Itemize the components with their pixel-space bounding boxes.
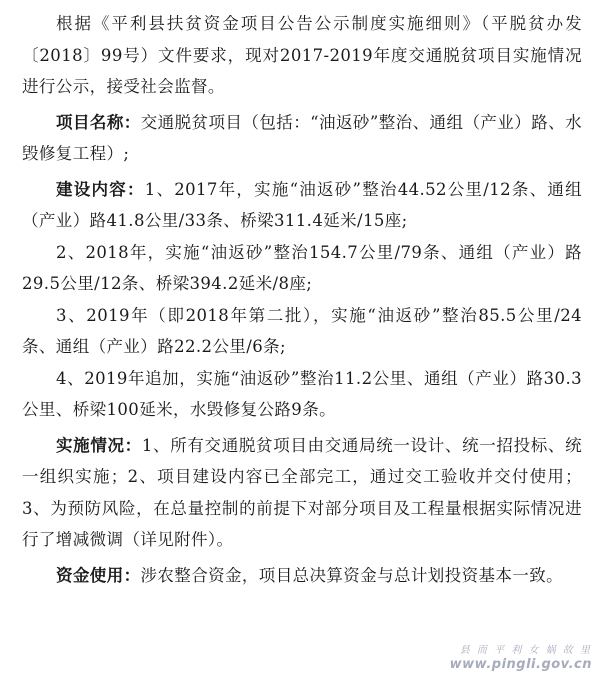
- watermark-url: www.pingli.gov.cn: [449, 657, 592, 672]
- implementation-paragraph: [22, 430, 582, 556]
- implementation-label: 实施情况：: [56, 435, 142, 455]
- construction-item-3: 3、2019年（即2018年第二批），实施“油返砂”整治85.5公里/24条、通组（产业）路22.2公里/6条;: [22, 305, 582, 356]
- construction-paragraph: [22, 174, 582, 237]
- funding-label: 资金使用：: [56, 565, 141, 585]
- intro-paragraph: 根据《平利县扶贫资金项目公告公示制度实施细则》（平脱贫办发〔2018〕99号）文件要求，现对2017-2019年度交通脱贫项目实施情况进行公示，接受社会监督。: [22, 14, 582, 96]
- funding-text: 涉农整合资金，项目总决算资金与总计划投资基本一致。: [140, 565, 563, 585]
- construction-item-2: 2、2018年，实施“油返砂”整治154.7公里/79条、通组（产业）路29.5公里/12条、桥梁394.2延米/8座;: [22, 242, 582, 293]
- construction-item-1: 1、2017年，实施“油返砂”整治44.52公里/12条、通组（产业）路41.8公里/33条、桥梁311.4延米/15座;: [22, 179, 582, 230]
- announcement-document: [22, 8, 582, 591]
- site-watermark: [422, 644, 592, 672]
- project-name-text: 交通脱贫项目（包括：“油返砂”整治、通组（产业）路、水毁修复工程）;: [22, 112, 583, 163]
- project-name-label: 项目名称：: [56, 112, 141, 132]
- project-name-paragraph: [22, 107, 582, 170]
- watermark-slogan: 县 而 平 利 女 娲 故 里: [459, 645, 592, 656]
- construction-item-4: 4、2019年追加，实施“油返砂”整治11.2公里、通组（产业）路30.3公里、桥梁100延米，水毁修复公路9条。: [22, 368, 582, 419]
- construction-label: 建设内容：: [56, 179, 145, 199]
- funding-paragraph: [22, 560, 582, 592]
- implementation-text: 1、所有交通脱贫项目由交通局统一设计、统一招投标、统一组织实施；2、项目建设内容已全部完工，通过交工验收并交付使用；3、为预防风险，在总量控制的前提下对部分项目及工程量根据实际情况进行了增减微调（详见附件）。: [22, 435, 583, 549]
